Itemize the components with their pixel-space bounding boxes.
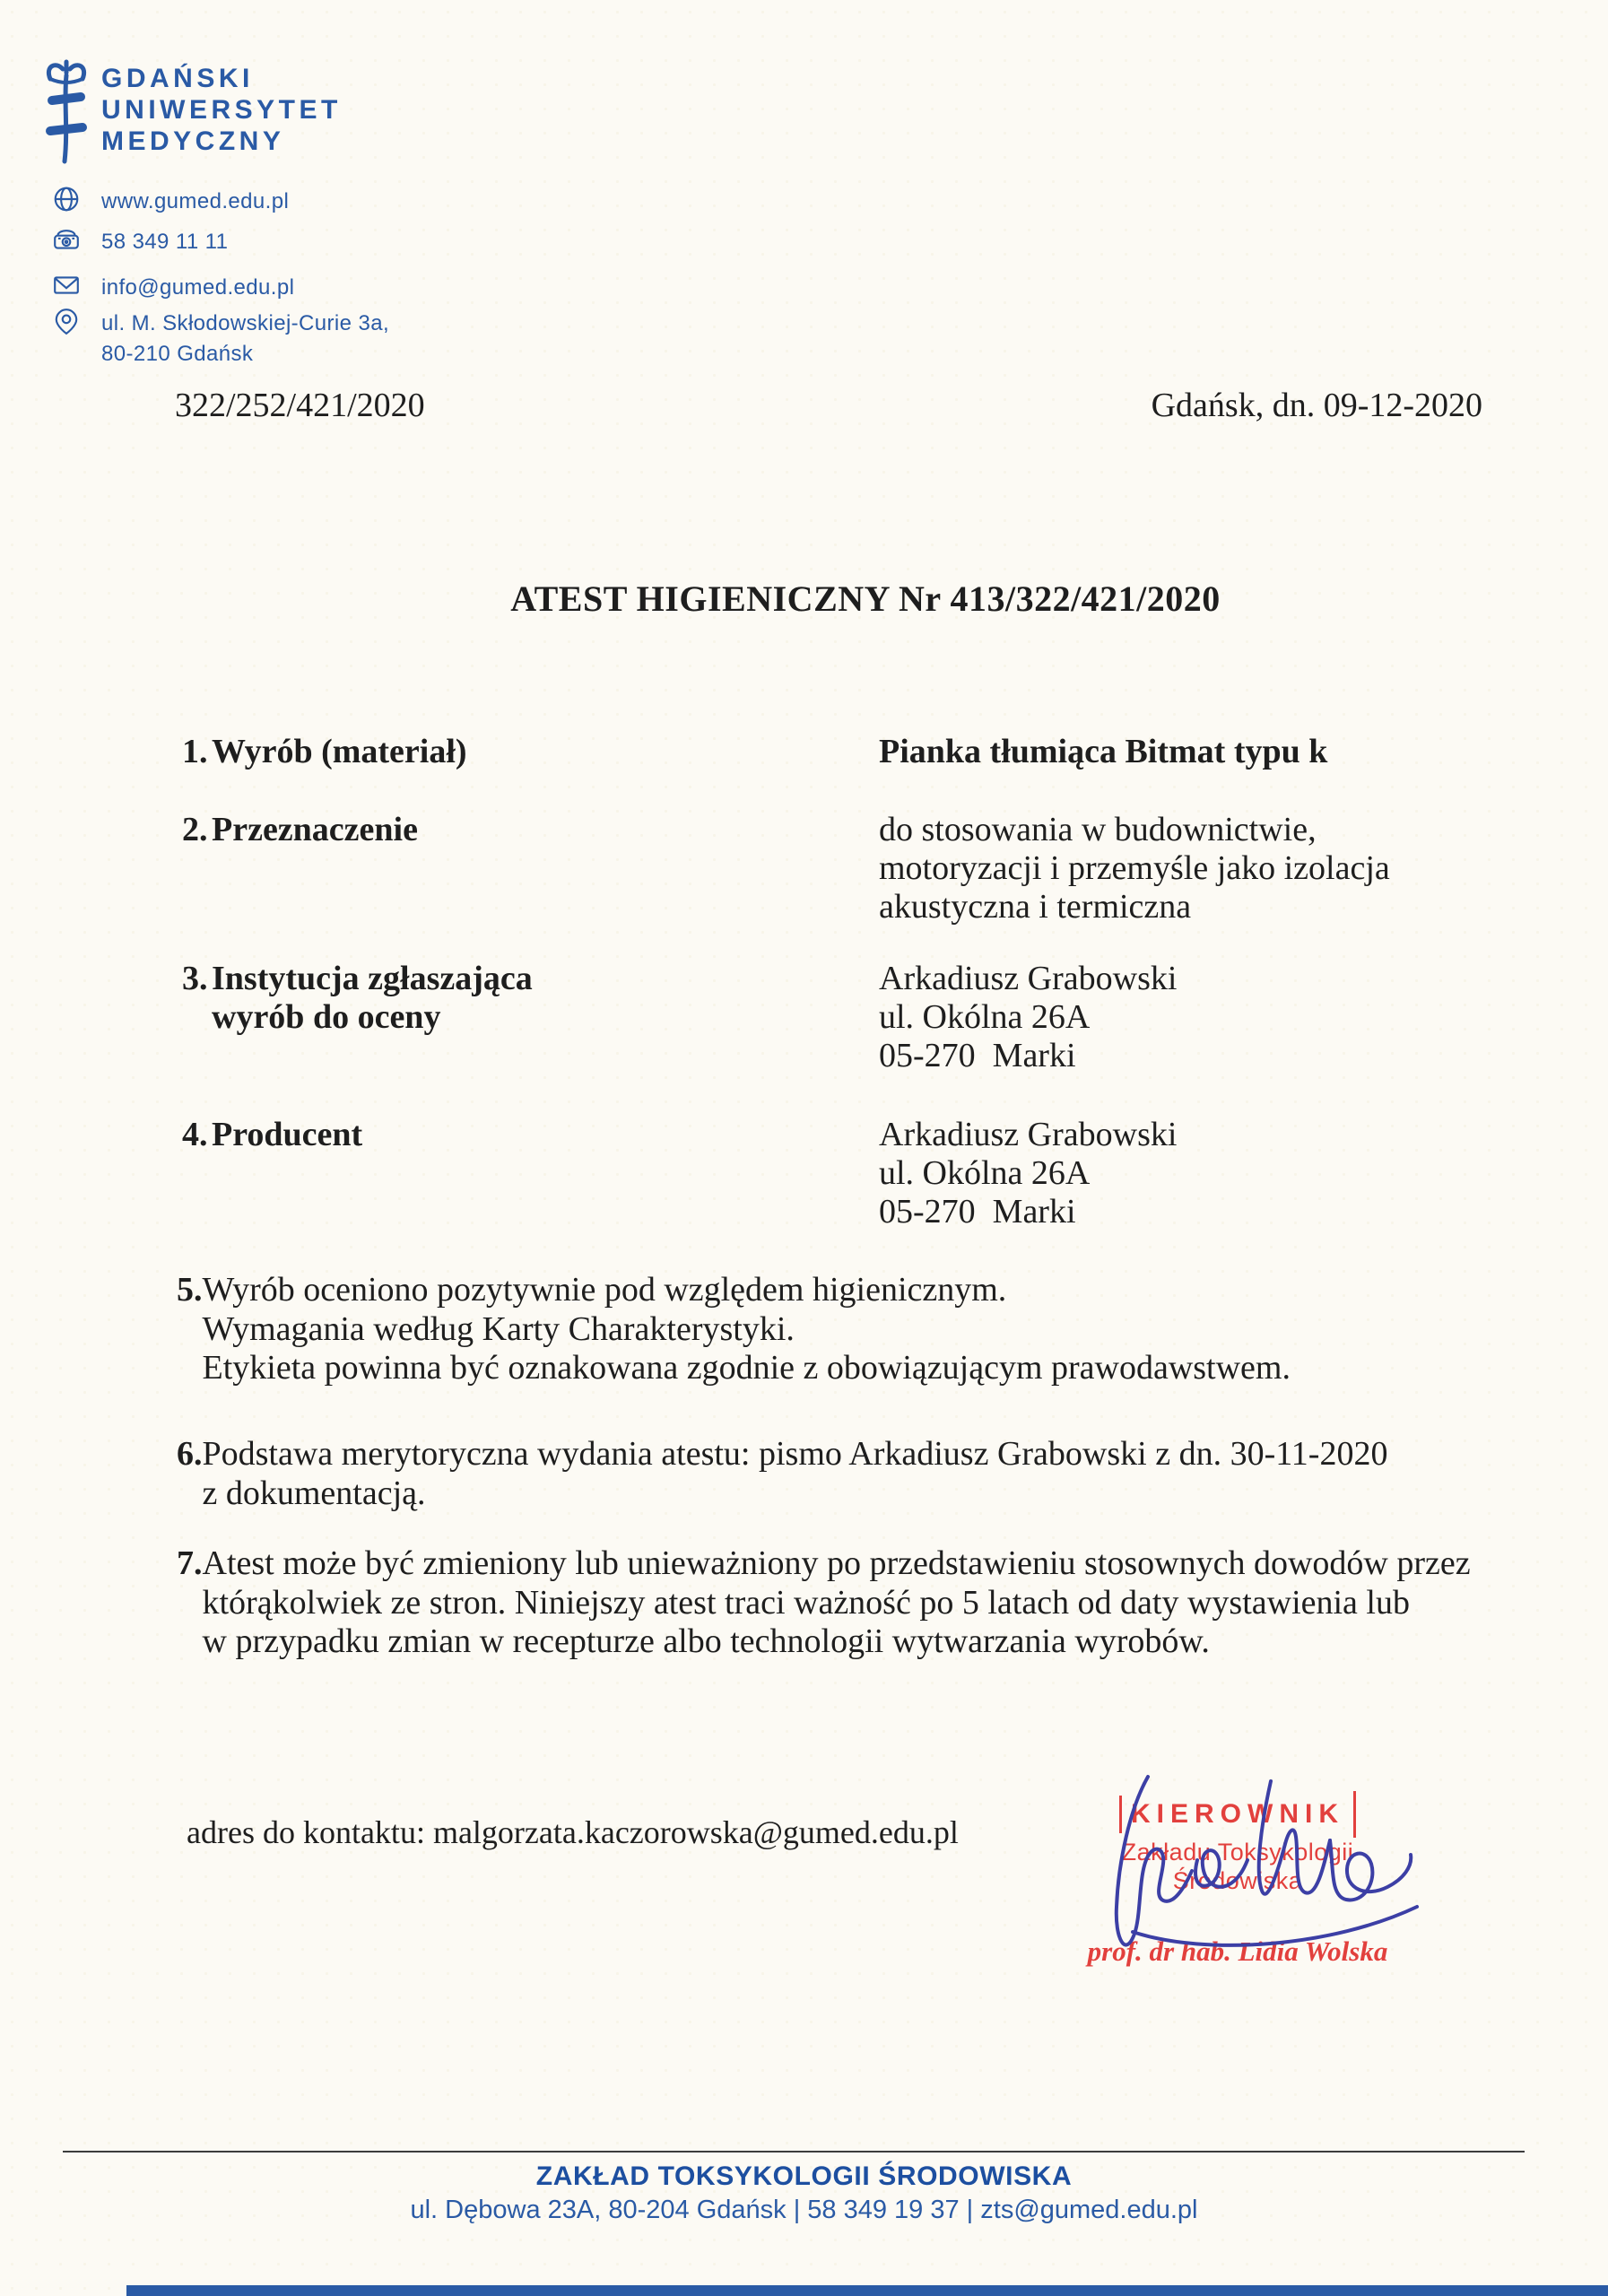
reference-number: 322/252/421/2020 bbox=[175, 387, 425, 424]
stamp-role-text: KIEROWNIK bbox=[1131, 1799, 1344, 1829]
globe-icon bbox=[52, 185, 81, 213]
item-value-line: motoryzacji i przemyśle jako izolacja bbox=[879, 849, 1390, 887]
paragraph-line: z dokumentacją. bbox=[202, 1474, 426, 1512]
university-name-line: MEDYCZNY bbox=[101, 126, 285, 156]
item-number: 1. bbox=[182, 733, 208, 770]
email-text: info@gumed.edu.pl bbox=[101, 275, 295, 300]
item-label-line: wyrób do oceny bbox=[212, 998, 441, 1036]
paragraph-line: Podstawa merytoryczna wydania atestu: pismo Arkadiusz Grabowski z dn. 30-11-2020 bbox=[202, 1435, 1388, 1473]
item-1-value bbox=[879, 733, 1489, 771]
university-name bbox=[101, 63, 342, 157]
paragraph-number: 7. bbox=[177, 1544, 203, 1582]
item-3-label bbox=[182, 960, 828, 1037]
item-4-label bbox=[182, 1116, 828, 1154]
contact-website-row bbox=[52, 185, 289, 217]
location-pin-icon bbox=[52, 307, 81, 335]
contact-address-row bbox=[52, 307, 389, 370]
item-1-label bbox=[182, 733, 828, 771]
item-2-value bbox=[879, 811, 1489, 926]
university-name-line: GDAŃSKI bbox=[101, 64, 254, 93]
fax-phone-icon bbox=[52, 225, 81, 254]
contact-phone-row bbox=[52, 225, 228, 257]
item-value-line: do stosowania w budownictwie, bbox=[879, 811, 1317, 848]
item-number: 4. bbox=[182, 1116, 208, 1153]
item-label-line: Producent bbox=[212, 1116, 363, 1153]
item-4-value bbox=[879, 1116, 1489, 1231]
document-title: ATEST HIGIENICZNY Nr 413/322/421/2020 bbox=[510, 578, 1221, 619]
website-text: www.gumed.edu.pl bbox=[101, 189, 290, 213]
paragraph-line: Etykieta powinna być oznakowana zgodnie z obowiązującym prawodawstwem. bbox=[202, 1349, 1291, 1387]
paragraph-7 bbox=[177, 1544, 1549, 1662]
paragraph-line: w przypadku zmian w recepturze albo technologii wytwarzania wyrobów. bbox=[202, 1622, 1210, 1660]
paragraph-number: 6. bbox=[177, 1435, 203, 1473]
item-label-line: Przeznaczenie bbox=[212, 811, 418, 848]
handwritten-signature bbox=[1063, 1754, 1457, 1968]
paragraph-line: Wymagania według Karty Charakterystyki. bbox=[202, 1309, 795, 1348]
item-label-line: Instytucja zgłaszająca bbox=[212, 960, 533, 997]
item-3-value bbox=[879, 960, 1489, 1075]
contact-line: adres do kontaktu: malgorzata.kaczorowska@gumed.edu.pl bbox=[187, 1814, 959, 1850]
gumed-logo-icon bbox=[41, 59, 91, 165]
item-2-label bbox=[182, 811, 828, 849]
address-line-2: 80-210 Gdańsk bbox=[101, 342, 254, 366]
contact-email-row bbox=[52, 271, 294, 303]
stamp-signer-text: prof. dr hab. Lidia Wolska bbox=[1087, 1935, 1388, 1967]
paragraph-5 bbox=[177, 1271, 1549, 1388]
item-value-line: ul. Okólna 26A bbox=[879, 1154, 1091, 1192]
item-number: 3. bbox=[182, 960, 208, 997]
paragraph-number: 5. bbox=[177, 1271, 203, 1309]
stamp-unit-text: Zakładu Toksykologii Środowiska bbox=[1121, 1839, 1354, 1894]
item-value-line: 05-270 Marki bbox=[879, 1193, 1076, 1231]
item-value-line: 05-270 Marki bbox=[879, 1037, 1076, 1074]
item-number: 2. bbox=[182, 811, 208, 848]
paragraph-line: którąkolwiek ze stron. Niniejszy atest traci ważność po 5 latach od daty wystawienia lub bbox=[202, 1583, 1410, 1622]
footer-department: ZAKŁAD TOKSYKOLOGII ŚRODOWISKA bbox=[535, 2161, 1073, 2191]
item-value-line: Arkadiusz Grabowski bbox=[879, 1116, 1178, 1153]
item-value-line: ul. Okólna 26A bbox=[879, 998, 1091, 1036]
footer-address: ul. Dębowa 23A, 80-204 Gdańsk | 58 349 19 37 | zts@gumed.edu.pl bbox=[410, 2196, 1198, 2224]
paragraph-6 bbox=[177, 1435, 1549, 1513]
paragraph-line: Atest może być zmieniony lub unieważniony po przedstawieniu stosownych dowodów przez bbox=[202, 1544, 1471, 1582]
item-value-line: Arkadiusz Grabowski bbox=[879, 960, 1178, 997]
paragraph-line: Wyrób oceniono pozytywnie pod względem higienicznym. bbox=[202, 1271, 1007, 1309]
date-line: Gdańsk, dn. 09-12-2020 bbox=[1151, 387, 1482, 424]
postal-address-text bbox=[101, 307, 389, 370]
footer-divider bbox=[63, 2151, 1525, 2152]
phone-text: 58 349 11 11 bbox=[101, 230, 229, 254]
envelope-icon bbox=[52, 271, 81, 300]
item-value-line: akustyczna i termiczna bbox=[879, 888, 1192, 926]
university-name-line: UNIWERSYTET bbox=[101, 95, 342, 125]
item-value-line: Pianka tłumiąca Bitmat typu k bbox=[879, 733, 1328, 770]
address-line-1: ul. M. Skłodowskiej-Curie 3a, bbox=[101, 311, 390, 335]
item-label-line: Wyrób (materiał) bbox=[212, 733, 467, 770]
footer-accent-bar bbox=[126, 2285, 1608, 2296]
